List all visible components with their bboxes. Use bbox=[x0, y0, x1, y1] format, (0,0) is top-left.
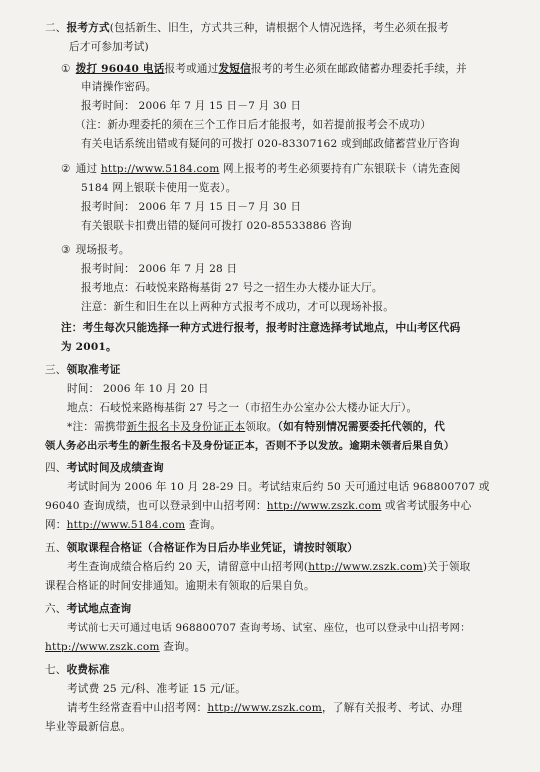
section-4-line-3 bbox=[45, 517, 221, 533]
section-3-number: 三、 bbox=[45, 364, 67, 376]
section-6-line-2-b: 查询。 bbox=[159, 641, 196, 653]
section-7-line-1: 考试费 25 元/科、准考证 15 元/证。 bbox=[67, 683, 247, 695]
section-6-number: 六、 bbox=[45, 603, 67, 615]
method-3-time: 报考时间： 2006 年 7 月 28 日 bbox=[81, 263, 238, 275]
section-4-line-3-b: 查询。 bbox=[185, 519, 222, 531]
method-3-place: 报考地点：石岐悦来路梅基街 27 号之一招生办大楼办证大厅。 bbox=[81, 282, 383, 294]
section-2-warning-line-1: 注：考生每次只能选择一种方式进行报考，报考时注意选择考试地点，中山考区代码 bbox=[61, 322, 461, 334]
link-zszk-location[interactable]: http://www.zszk.com bbox=[45, 641, 160, 653]
section-7-line-2-b: ，了解有关报考、考试、办理 bbox=[322, 702, 463, 714]
section-6-header bbox=[45, 601, 131, 617]
section-3-note-underline: 新生报名卡及身份证正本 bbox=[126, 421, 246, 433]
method-3-number: ③ bbox=[61, 244, 71, 256]
section-2-warning-line-2: 为 2001。 bbox=[61, 341, 117, 353]
section-5-line-1 bbox=[67, 559, 470, 575]
method-2-text-b: 网上报考的考生必须要持有广东银联卡（请先查阅 bbox=[219, 163, 461, 175]
method-2-line-1 bbox=[61, 161, 461, 177]
section-7-title: 收费标准 bbox=[66, 664, 110, 676]
section-7-line-2 bbox=[67, 700, 462, 716]
method-1-text-b: 报考的考生必须在邮政储蓄办理委托手续，并 bbox=[250, 63, 467, 75]
section-3-place: 地点：石岐悦来路梅基街 27 号之一（市招生办公室办公大楼办证大厅）。 bbox=[67, 402, 418, 414]
section-2-number: 二、 bbox=[45, 22, 67, 34]
section-4-number: 四、 bbox=[45, 462, 67, 474]
method-1-line-1 bbox=[61, 61, 467, 77]
section-6-line-1: 考试前七天可通过电话 968800707 查询考场、试室、座位，也可以登录中山招考网： bbox=[67, 622, 471, 634]
link-zszk[interactable]: http://www.zszk.com bbox=[266, 500, 382, 512]
section-3-note-line-2: 领人务必出示考生的新生报名卡及身份证正本，否则不予以发放。逾期未领者后果自负） bbox=[45, 440, 455, 452]
link-5184-query[interactable]: http://www.5184.com bbox=[66, 519, 186, 531]
section-7-line-3: 毕业等最新信息。 bbox=[45, 721, 132, 733]
section-7-line-2-a: 请考生经常查看中山招考网： bbox=[67, 702, 208, 714]
section-3-note-b: 领取。 bbox=[245, 421, 278, 433]
section-3-note-bold: （如有特别情况需要委托代领的，代 bbox=[277, 421, 445, 433]
method-2-text-a: 通过 bbox=[75, 163, 101, 175]
section-2-header-line-2: 后才可参加考试) bbox=[69, 41, 149, 53]
section-7-number: 七、 bbox=[45, 664, 67, 676]
section-5-line-1-a: 考生查询成绩合格后约 20 天，请留意中山招考网( bbox=[67, 561, 309, 573]
link-zszk-certificate[interactable]: http://www.zszk.com bbox=[308, 561, 423, 573]
method-1-note: （注：新办理委托的须在三个工作日后才能报考，如若提前报考会不成功） bbox=[75, 119, 432, 131]
method-1-contact: 有关电话系统出错或有疑问的可拨打 020-83307162 或到邮政储蓄营业厅咨询 bbox=[81, 138, 460, 150]
method-3-note: 注意：新生和旧生在以上两种方式报考不成功，才可以现场补报。 bbox=[81, 301, 395, 313]
method-1-time: 报考时间： 2006 年 7 月 15 日－7 月 30 日 bbox=[81, 100, 302, 112]
section-5-title-note: （合格证作为日后办毕业凭证，请按时领取） bbox=[142, 542, 359, 554]
method-1-sms: 发短信 bbox=[218, 63, 251, 75]
section-2-header-line-1 bbox=[45, 20, 449, 36]
section-5-number: 五、 bbox=[45, 542, 67, 554]
method-3-text: 现场报考。 bbox=[75, 244, 130, 256]
section-3-time: 时间： 2006 年 10 月 20 日 bbox=[67, 383, 209, 395]
section-5-title: 领取课程合格证 bbox=[66, 542, 143, 554]
section-5-line-2: 课程合格证的时间安排通知。逾期未有领取的后果自负。 bbox=[45, 580, 315, 592]
method-1-text-a: 报考或通过 bbox=[164, 63, 219, 75]
method-3-line-1 bbox=[61, 242, 130, 258]
method-1-phone: 拨打 96040 电话 bbox=[75, 63, 165, 75]
method-1-line-2: 申请操作密码。 bbox=[81, 81, 157, 93]
section-2-title: 报考方式 bbox=[66, 22, 110, 34]
section-6-title: 考试地点查询 bbox=[66, 603, 132, 615]
section-3-note-line-1 bbox=[67, 419, 445, 435]
section-5-line-1-b: )关于领取 bbox=[422, 561, 471, 573]
section-6-line-2 bbox=[45, 639, 196, 655]
section-4-header bbox=[45, 460, 164, 476]
section-3-note-a: *注：需携带 bbox=[67, 421, 127, 433]
section-4-line-2 bbox=[45, 498, 471, 514]
section-4-line-2-a: 96040 查询成绩，也可以登录到中山招考网： bbox=[45, 500, 267, 512]
section-4-line-1: 考试时间为 2006 年 10 月 28-29 日。考试结束后约 50 天可通过电话 968800707 或 bbox=[67, 481, 490, 493]
method-2-contact: 有关银联卡扣费出错的疑问可拨打 020-85533886 咨询 bbox=[81, 220, 352, 232]
section-7-header bbox=[45, 662, 110, 678]
section-4-line-2-b: 或省考试服务中心 bbox=[381, 500, 472, 512]
section-2-title-note: (包括新生、旧生，方式共三种，请根据个人情况选择，考生必须在报考 bbox=[109, 22, 449, 34]
section-5-header bbox=[45, 540, 358, 556]
link-5184[interactable]: http://www.5184.com bbox=[100, 163, 220, 175]
method-2-line-2: 5184 网上银联卡使用一览表）。 bbox=[81, 182, 237, 194]
method-2-time: 报考时间： 2006 年 7 月 15 日－7 月 30 日 bbox=[81, 201, 302, 213]
link-zszk-info[interactable]: http://www.zszk.com bbox=[207, 702, 323, 714]
method-1-number: ① bbox=[61, 63, 71, 75]
method-2-number: ② bbox=[61, 163, 71, 175]
section-4-title: 考试时间及成绩查询 bbox=[66, 462, 164, 474]
section-3-header bbox=[45, 362, 121, 378]
section-3-title: 领取准考证 bbox=[66, 364, 121, 376]
section-4-line-3-a: 网： bbox=[45, 519, 67, 531]
